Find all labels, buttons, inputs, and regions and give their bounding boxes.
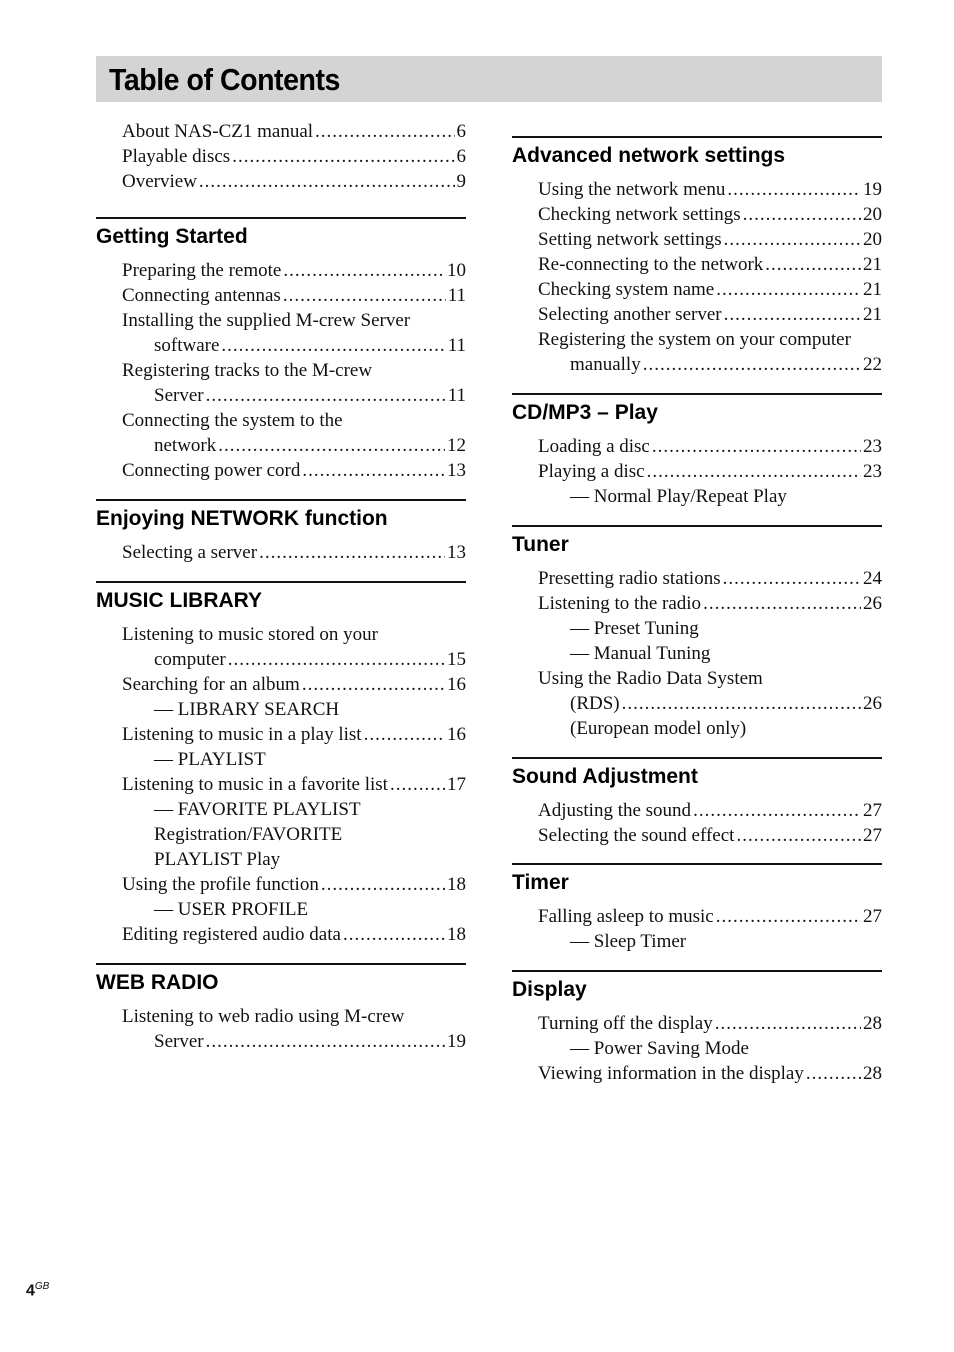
section-tuner [512, 525, 882, 741]
entry-page-number: 23 [863, 436, 882, 457]
toc-entry[interactable] [512, 252, 882, 277]
dot-leader [716, 277, 861, 302]
dot-leader [228, 647, 445, 672]
toc-entry[interactable] [96, 772, 466, 872]
entry-subtext: Registration/FAVORITE [154, 824, 343, 845]
entry-subtext: — FAVORITE PLAYLIST [154, 799, 361, 820]
entry-page-number: 17 [447, 774, 466, 795]
toc-entry[interactable] [96, 169, 466, 194]
entry-page-number: 21 [863, 279, 882, 300]
entry-text: Server [154, 1031, 204, 1052]
entry-subtext: (European model only) [570, 718, 747, 739]
dot-leader [283, 283, 446, 308]
dot-leader [643, 352, 861, 377]
entry-page-number: 11 [447, 335, 466, 356]
entry-text: Installing the supplied M-crew Server [122, 310, 411, 331]
entry-page-number: 16 [447, 724, 466, 745]
entry-text: Listening to music in a favorite list [122, 774, 388, 795]
entry-list [96, 258, 466, 483]
section-advanced-network-settings [512, 136, 882, 377]
section-rule [512, 863, 882, 865]
entry-page-number: 12 [447, 435, 466, 456]
entry-text: Re-connecting to the network [538, 254, 764, 275]
entry-text: Listening to web radio using M-crew [122, 1006, 405, 1027]
section-heading: Timer [512, 871, 569, 894]
entry-text: Checking system name [538, 279, 715, 300]
section-rule [96, 217, 466, 219]
entry-text: Selecting a server [122, 542, 258, 563]
toc-entry[interactable] [512, 904, 882, 954]
dot-leader [622, 691, 861, 716]
section-rule [512, 525, 882, 527]
toc-entry[interactable] [96, 258, 466, 283]
entry-list [512, 904, 882, 954]
entry-page-number: 22 [863, 354, 882, 375]
toc-entry[interactable] [96, 308, 466, 358]
dot-leader [302, 672, 445, 697]
entry-text: Connecting power cord [122, 460, 301, 481]
entry-text: Using the Radio Data System [538, 668, 763, 689]
toc-entry[interactable] [512, 227, 882, 252]
entry-page-number: 27 [863, 906, 882, 927]
toc-entry[interactable] [512, 327, 882, 377]
region-suffix: GB [34, 1281, 50, 1292]
entry-text: Loading a disc [538, 436, 650, 457]
section-heading: Sound Adjustment [512, 765, 698, 788]
entry-subtext: PLAYLIST Play [154, 849, 281, 870]
dot-leader [727, 177, 861, 202]
entry-list [96, 1004, 466, 1054]
section-web-radio [96, 963, 466, 1054]
entry-list [512, 566, 882, 741]
entry-page-number: 19 [447, 1031, 466, 1052]
entry-text: Playable discs [122, 146, 231, 167]
toc-entry[interactable] [512, 666, 882, 741]
dot-leader [283, 258, 445, 283]
entry-text: software [154, 335, 220, 356]
section-getting-started [96, 217, 466, 483]
entry-subtext: — Preset Tuning [570, 618, 699, 639]
dot-leader [723, 566, 861, 591]
dot-leader [806, 1061, 861, 1086]
page-title: Table of Contents [109, 62, 340, 97]
entry-text: Overview [122, 171, 197, 192]
toc-entry[interactable] [512, 459, 882, 509]
dot-leader [724, 302, 861, 327]
section-heading: Tuner [512, 533, 569, 556]
entry-page-number: 27 [863, 825, 882, 846]
entry-text: Falling asleep to music [538, 906, 714, 927]
entry-text: Listening to the radio [538, 593, 702, 614]
entry-text: Viewing information in the display [538, 1063, 804, 1084]
entry-page-number: 28 [863, 1063, 882, 1084]
dot-leader [232, 144, 454, 169]
toc-entry[interactable] [512, 277, 882, 302]
dot-leader [390, 772, 445, 797]
dot-leader [321, 872, 445, 897]
entry-text: About NAS-CZ1 manual [122, 121, 314, 142]
section-rule [96, 581, 466, 583]
entry-page-number: 21 [863, 304, 882, 325]
toc-entry[interactable] [96, 119, 466, 144]
dot-leader [343, 922, 445, 947]
toc-entry[interactable] [96, 622, 466, 672]
entry-subtext: — Power Saving Mode [570, 1038, 749, 1059]
section-timer [512, 863, 882, 954]
toc-entry[interactable] [96, 283, 466, 308]
toc-entry[interactable] [512, 591, 882, 666]
toc-entry[interactable] [512, 434, 882, 459]
dot-leader [765, 252, 861, 277]
entry-list [512, 1011, 882, 1086]
section-heading: MUSIC LIBRARY [96, 589, 263, 612]
entry-text: Registering the system on your computer [538, 329, 851, 350]
entry-text: Presetting radio stations [538, 568, 721, 589]
title-bar [96, 56, 882, 102]
section-rule [512, 393, 882, 395]
entry-list [512, 434, 882, 509]
entry-page-number: 10 [447, 260, 466, 281]
toc-entry[interactable] [96, 722, 466, 772]
dot-leader [716, 904, 861, 929]
section-enjoying-network-function [96, 499, 466, 565]
entry-list [512, 798, 882, 848]
section-rule [512, 970, 882, 972]
section-music-library [96, 581, 466, 947]
section-heading: Enjoying NETWORK function [96, 507, 388, 530]
entry-page-number: 21 [863, 254, 882, 275]
entry-text: Setting network settings [538, 229, 722, 250]
entry-text: (RDS) [570, 693, 620, 714]
entry-text: computer [154, 649, 226, 670]
entry-text: network [154, 435, 217, 456]
entry-page-number: 6 [456, 146, 466, 167]
dot-leader [736, 823, 861, 848]
entry-subtext: — Sleep Timer [570, 931, 687, 952]
entry-page-number: 23 [863, 461, 882, 482]
entry-text: Listening to music in a play list [122, 724, 362, 745]
entry-page-number: 13 [447, 460, 466, 481]
entry-text: Selecting another server [538, 304, 722, 325]
dot-leader [693, 798, 861, 823]
toc-entry[interactable] [512, 302, 882, 327]
section-heading: CD/MP3 – Play [512, 401, 658, 424]
entry-page-number: 16 [447, 674, 466, 695]
toc-entry[interactable] [96, 872, 466, 922]
entry-page-number: 26 [863, 693, 882, 714]
dot-leader [315, 119, 454, 144]
entry-page-number: 20 [863, 204, 882, 225]
entry-subtext: — Manual Tuning [570, 643, 711, 664]
entry-list [96, 540, 466, 565]
entry-page-number: 27 [863, 800, 882, 821]
entry-text: Searching for an album [122, 674, 300, 695]
section-rule [96, 963, 466, 965]
entry-page-number: 18 [447, 874, 466, 895]
entry-text: Selecting the sound effect [538, 825, 735, 846]
dot-leader [652, 434, 861, 459]
entry-subtext: — PLAYLIST [154, 749, 266, 770]
toc-entry[interactable] [96, 672, 466, 722]
toc-entry[interactable] [512, 177, 882, 202]
dot-leader [715, 1011, 861, 1036]
dot-leader [206, 1029, 445, 1054]
toc-entry[interactable] [96, 922, 466, 947]
section-heading: Getting Started [96, 225, 248, 248]
section-display [512, 970, 882, 1086]
toc-entry[interactable] [96, 458, 466, 483]
entry-list [96, 119, 466, 194]
toc-entry[interactable] [512, 566, 882, 591]
section-cd-mp3-play [512, 393, 882, 509]
entry-page-number: 26 [863, 593, 882, 614]
dot-leader [647, 459, 861, 484]
entry-page-number: 20 [863, 229, 882, 250]
entry-text: Editing registered audio data [122, 924, 341, 945]
dot-leader [364, 722, 445, 747]
section-heading: WEB RADIO [96, 971, 219, 994]
entry-text: Server [154, 385, 204, 406]
entry-page-number: 9 [456, 171, 466, 192]
toc-entry[interactable] [512, 798, 882, 823]
toc-entry[interactable] [512, 202, 882, 227]
dot-leader [703, 591, 861, 616]
toc-entry[interactable] [512, 1061, 882, 1086]
dot-leader [206, 383, 446, 408]
dot-leader [218, 433, 445, 458]
dot-leader [259, 540, 445, 565]
entry-text: Checking network settings [538, 204, 741, 225]
section-rule [96, 499, 466, 501]
toc-entry[interactable] [512, 1011, 882, 1061]
toc-entry[interactable] [96, 1004, 466, 1054]
entry-subtext: — USER PROFILE [154, 899, 309, 920]
entry-list [96, 622, 466, 947]
toc-entry[interactable] [96, 358, 466, 408]
entry-text: Preparing the remote [122, 260, 282, 281]
toc-entry[interactable] [96, 144, 466, 169]
dot-leader [302, 458, 445, 483]
entry-page-number: 24 [863, 568, 882, 589]
entry-subtext: — Normal Play/Repeat Play [570, 486, 787, 507]
entry-text: Using the profile function [122, 874, 319, 895]
entry-text: Connecting antennas [122, 285, 281, 306]
toc-entry[interactable] [512, 823, 882, 848]
entry-page-number: 15 [447, 649, 466, 670]
entry-list [512, 177, 882, 377]
entry-page-number: 6 [456, 121, 466, 142]
dot-leader [724, 227, 861, 252]
entry-text: Using the network menu [538, 179, 726, 200]
dot-leader [199, 169, 455, 194]
entry-page-number: 11 [447, 285, 466, 306]
entry-text: Adjusting the sound [538, 800, 692, 821]
toc-entry[interactable] [96, 408, 466, 458]
section-heading: Display [512, 978, 587, 1001]
toc-entry[interactable] [96, 540, 466, 565]
entry-page-number: 18 [447, 924, 466, 945]
entry-page-number: 11 [447, 385, 466, 406]
entry-text: Listening to music stored on your [122, 624, 378, 645]
section-heading: Advanced network settings [512, 144, 786, 167]
section-rule [512, 757, 882, 759]
entry-text: Playing a disc [538, 461, 645, 482]
section-rule [512, 136, 882, 138]
entry-page-number: 28 [863, 1013, 882, 1034]
page-number: 4 [26, 1282, 35, 1300]
entry-text: Turning off the display [538, 1013, 713, 1034]
entry-subtext: — LIBRARY SEARCH [154, 699, 340, 720]
dot-leader [221, 333, 445, 358]
dot-leader [743, 202, 861, 227]
page-footer [26, 1281, 49, 1300]
section-sound-adjustment [512, 757, 882, 848]
entry-page-number: 19 [863, 179, 882, 200]
entry-page-number: 13 [447, 542, 466, 563]
entry-text: manually [570, 354, 641, 375]
entry-text: Connecting the system to the [122, 410, 343, 431]
entry-text: Registering tracks to the M-crew [122, 360, 373, 381]
section-intro [96, 119, 466, 194]
